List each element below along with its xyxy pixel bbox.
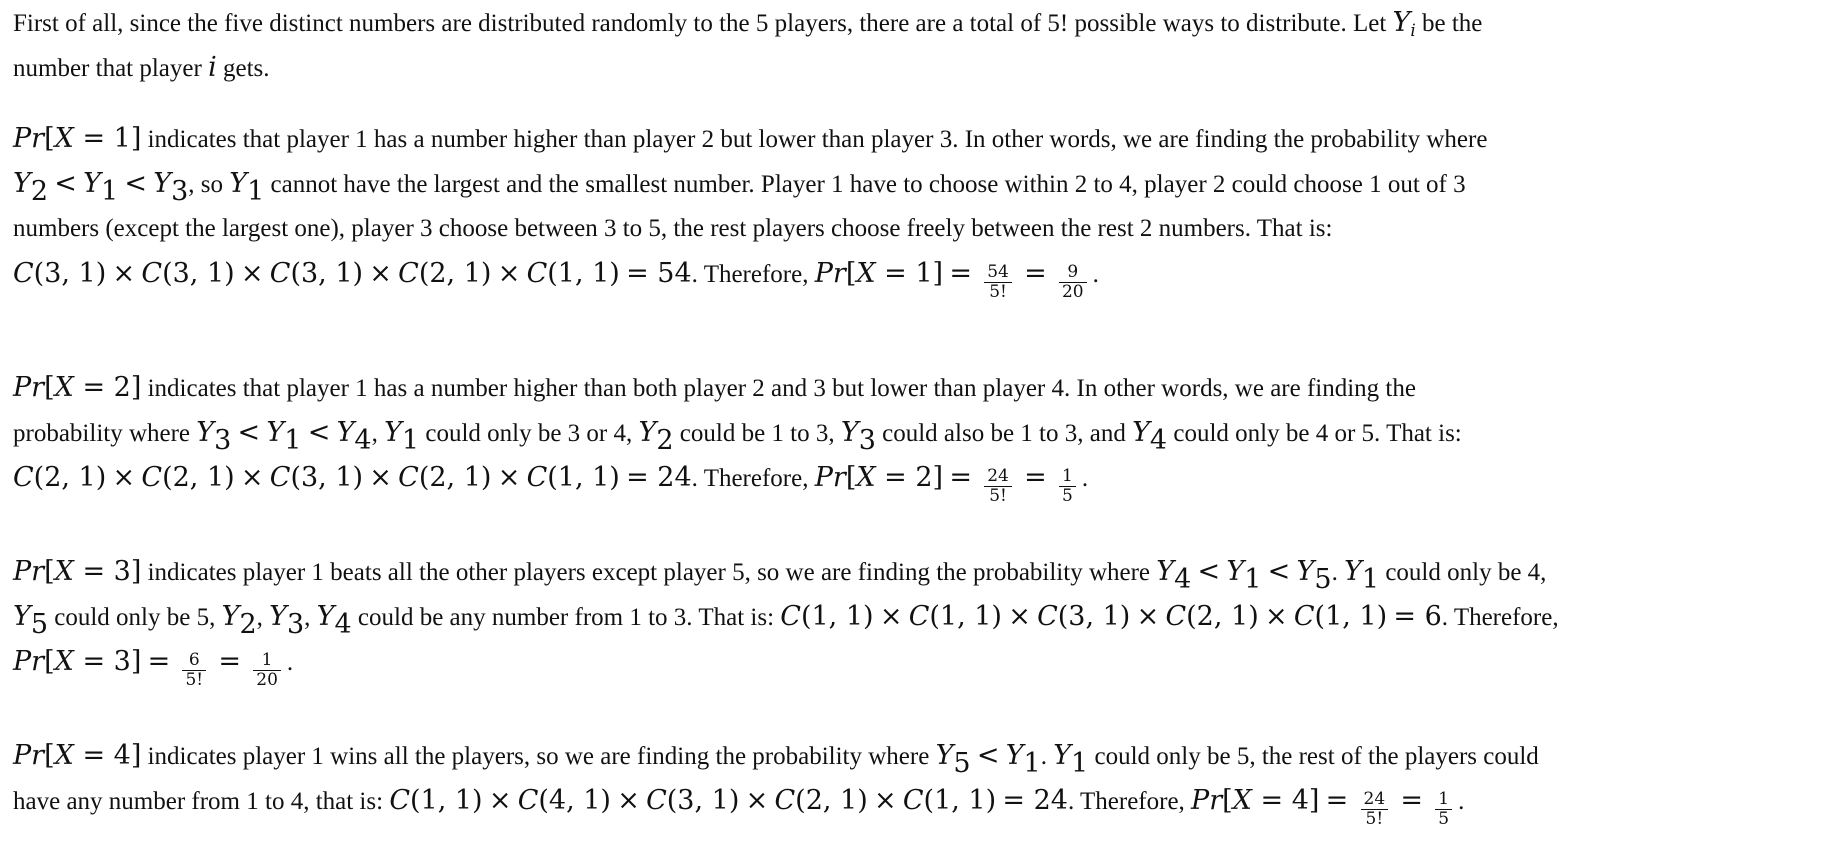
text-line: First of all, since the five distinct numbers are distributed randomly to the 5 players, there are a total of 5! possible ways to distribute. Let $Y_i$ be the xyxy=(13,7,1483,41)
text-line: Pr[X = 3] indicates player 1 beats all the other players except player 5, so we are finding the probability where $Y_4 < Y_1 < Y_5$. $Y_1$ could only be 4, xyxy=(13,556,1547,596)
pr-x-1-paragraph xyxy=(13,116,1836,302)
text-line: probability where $Y_3 < Y_1 < Y_4$, $Y_1$ could only be 3 or 4, $Y_2$ could be 1 to 3, $Y_3$ could also be 1 to 3, and $Y_4$ could only be 4 or 5. That is: xyxy=(13,417,1462,457)
text-line: Pr[X = 2] indicates that player 1 has a number higher than both player 2 and 3 but lower than player 4. In other words, we are finding the xyxy=(13,372,1416,403)
text-line: $Y_5$ could only be 5, $Y_2$, $Y_3$, $Y_4$ could be any number from 1 to 3. That is: C(1, 1) × C(1, 1) × C(3, 1) × C(2, 1) × C(1, 1) = 6. Therefore, xyxy=(13,601,1559,641)
pr-x-4-paragraph xyxy=(13,733,1836,829)
text-line: number that player i gets. xyxy=(13,52,270,83)
text-line: Pr[X = 3] = $\frac{6}{5!}$ = $\frac{1}{20}$ . xyxy=(13,646,294,690)
pr-x-3-paragraph xyxy=(13,549,1836,690)
pr-x-2-paragraph xyxy=(13,365,1836,506)
text-line: Pr[X = 1] indicates that player 1 has a number higher than player 2 but lower than player 3. In other words, we are finding the probability where xyxy=(13,123,1488,154)
intro-paragraph xyxy=(13,0,1836,90)
text-line: C(2, 1) × C(2, 1) × C(3, 1) × C(2, 1) × C(1, 1) = 24. Therefore, Pr[X = 2] = $\frac{24}{5!}$ = $\frac{1}{5}$ . xyxy=(13,462,1089,506)
text-line: $Y_2 < Y_1 < Y_3$, so $Y_1$ cannot have the largest and the smallest number. Player 1 have to choose within 2 to 4, player 2 could choose 1 out of 3 xyxy=(13,168,1466,208)
text-line: have any number from 1 to 4, that is: C(1, 1) × C(4, 1) × C(3, 1) × C(2, 1) × C(1, 1) = 24. Therefore, Pr[X = 4] = $\frac{24}{5!}$ = $\frac{1}{5}$ . xyxy=(13,785,1465,829)
text-line: Pr[X = 4] indicates player 1 wins all the players, so we are finding the probability where $Y_5 < Y_1$. $Y_1$ could only be 5, the rest of the players could xyxy=(13,740,1539,780)
text-line: C(3, 1) × C(3, 1) × C(3, 1) × C(2, 1) × C(1, 1) = 54. Therefore, Pr[X = 1] = $\frac{54}{5!}$ = $\frac{9}{20}$ . xyxy=(13,258,1099,302)
text-line: numbers (except the largest one), player 3 choose between 3 to 5, the rest players choose freely between the rest 2 numbers. That is: xyxy=(13,215,1333,242)
